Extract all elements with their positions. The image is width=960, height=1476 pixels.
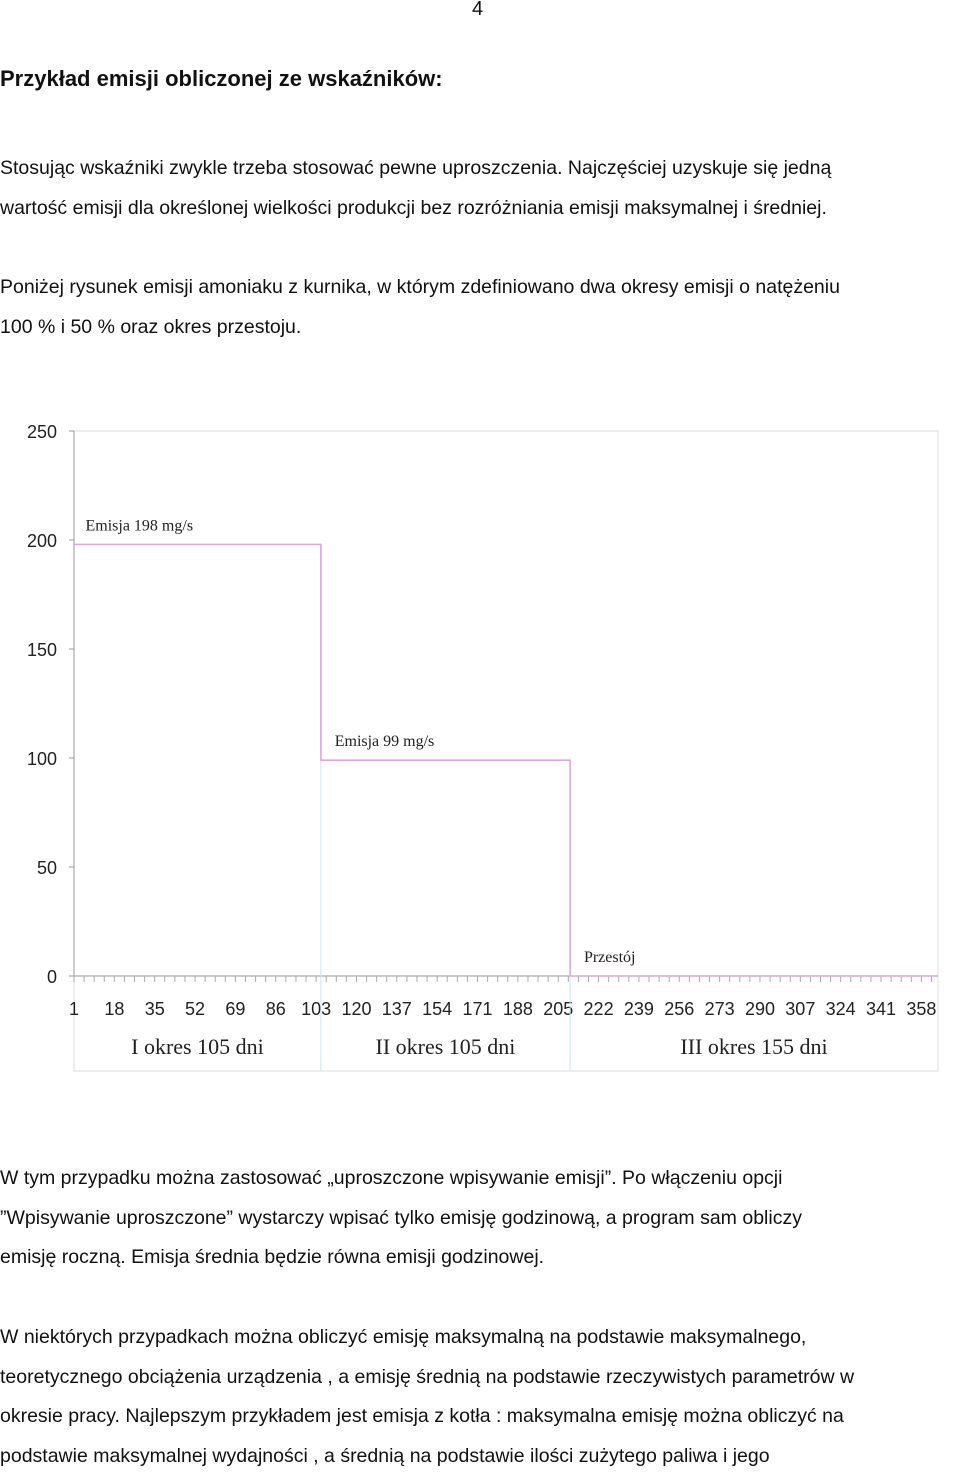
x-tick-label: 120 [341, 999, 371, 1019]
figure-intro-paragraph [0, 268, 840, 347]
x-tick-label: 52 [185, 999, 205, 1019]
text-line: teoretycznego obciążenia urządzenia , a emisję średnią na podstawie rzeczywistych parametrów w [0, 1358, 854, 1398]
y-tick-label: 100 [27, 749, 57, 769]
x-tick-label: 222 [584, 999, 614, 1019]
section-heading: Przykład emisji obliczonej ze wskaźników: [0, 66, 443, 92]
emission-series-line [74, 544, 938, 976]
x-tick-label: 137 [382, 999, 412, 1019]
x-tick-label: 341 [866, 999, 896, 1019]
chart-annotation: Emisja 99 mg/s [335, 733, 435, 750]
page-number: 4 [472, 0, 483, 21]
text-line: 100 % i 50 % oraz okres przestoju. [0, 308, 840, 348]
x-tick-label: 103 [301, 999, 331, 1019]
y-tick-label: 250 [27, 422, 57, 442]
x-tick-label: 358 [906, 999, 936, 1019]
text-line: W tym przypadku można zastosować „uproszczone wpisywanie emisji”. Po włączeniu opcji [0, 1159, 802, 1199]
text-line: Poniżej rysunek emisji amoniaku z kurnika, w którym zdefiniowano dwa okresy emisji o natężeniu [0, 268, 840, 308]
period-label: I okres 105 dni [131, 1034, 264, 1059]
x-tick-label: 69 [225, 999, 245, 1019]
x-tick-label: 307 [785, 999, 815, 1019]
x-tick-label: 171 [462, 999, 492, 1019]
x-tick-label: 1 [69, 999, 79, 1019]
text-line: okresie pracy. Najlepszym przykładem jest emisja z kotła : maksymalna emisję można obliczyć na [0, 1397, 854, 1437]
text-line: podstawie maksymalnej wydajności , a średnią na podstawie ilości zużytego paliwa i jego [0, 1437, 854, 1476]
period-label: II okres 105 dni [376, 1034, 516, 1059]
x-tick-label: 324 [826, 999, 856, 1019]
period-label: III okres 155 dni [680, 1034, 827, 1059]
text-line: emisję roczną. Emisja średnia będzie równa emisji godzinowej. [0, 1238, 802, 1278]
x-tick-label: 256 [664, 999, 694, 1019]
emission-chart [0, 405, 960, 1085]
x-tick-label: 205 [543, 999, 573, 1019]
x-tick-label: 239 [624, 999, 654, 1019]
x-tick-label: 86 [266, 999, 286, 1019]
y-tick-label: 0 [47, 967, 57, 987]
x-tick-label: 154 [422, 999, 452, 1019]
chart-annotation: Emisja 198 mg/s [85, 517, 193, 534]
plot-area-border [74, 431, 938, 1071]
chart-annotation: Przestój [584, 949, 636, 966]
text-line: ”Wpisywanie uproszczone” wystarczy wpisać tylko emisję godzinową, a program sam obliczy [0, 1199, 802, 1239]
intro-paragraph [0, 149, 831, 228]
text-line: Stosując wskaźniki zwykle trzeba stosować pewne uproszczenia. Najczęściej uzyskuje się jedną [0, 149, 831, 189]
x-tick-label: 18 [104, 999, 124, 1019]
x-tick-label: 290 [745, 999, 775, 1019]
x-tick-label: 188 [503, 999, 533, 1019]
x-tick-label: 273 [705, 999, 735, 1019]
x-tick-label: 35 [145, 999, 165, 1019]
text-line: W niektórych przypadkach można obliczyć emisję maksymalną na podstawie maksymalnego, [0, 1318, 854, 1358]
y-tick-label: 50 [37, 858, 57, 878]
y-tick-label: 150 [27, 640, 57, 660]
after-chart-paragraph [0, 1159, 802, 1278]
y-tick-label: 200 [27, 531, 57, 551]
text-line: wartość emisji dla określonej wielkości produkcji bez rozróżniania emisji maksymalnej i średniej. [0, 189, 831, 229]
closing-paragraph [0, 1318, 854, 1476]
